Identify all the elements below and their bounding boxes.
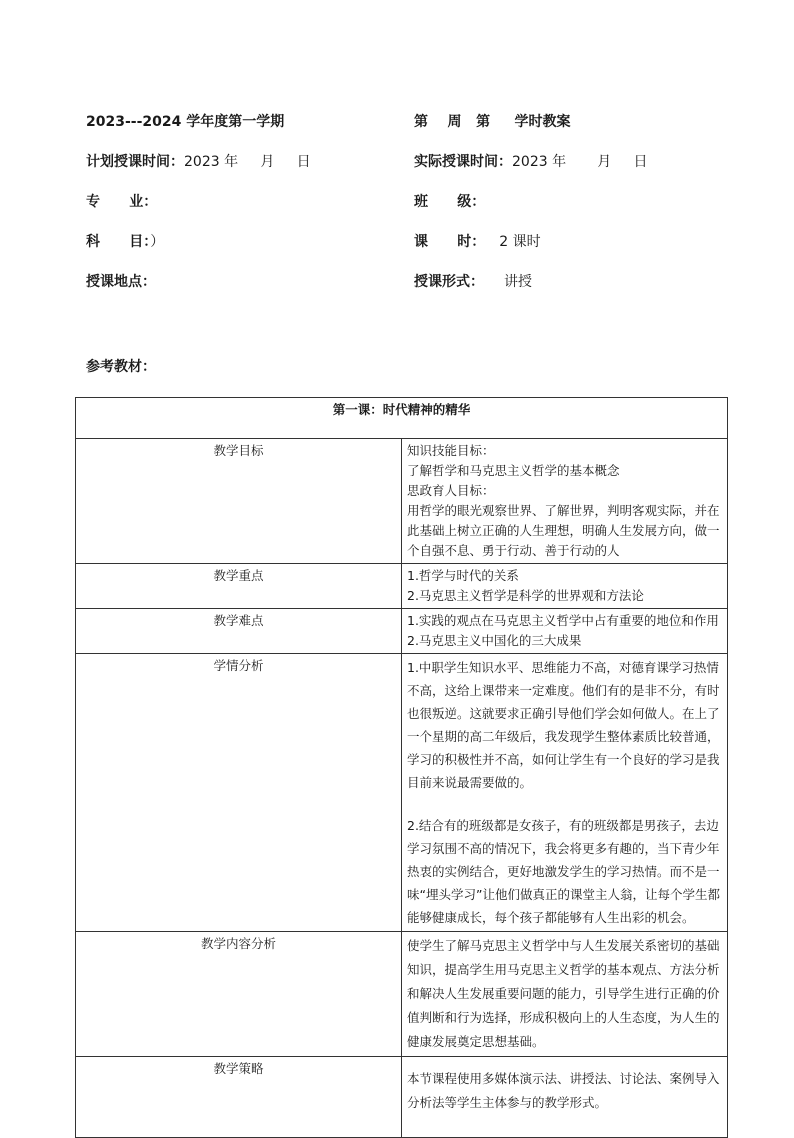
row-content: [402, 654, 728, 932]
planned-time-value: 2023 年 月 日: [184, 154, 311, 170]
content-line: 2.马克思主义哲学是科学的世界观和方法论: [407, 588, 644, 603]
lesson-title: 第一课：时代精神的精华: [76, 398, 728, 439]
content-line: 了解哲学和马克思主义哲学的基本概念: [407, 463, 620, 478]
row-label: 教学目标: [76, 439, 402, 564]
row-label: 教学内容分析: [76, 932, 402, 1057]
row-key-points: [76, 564, 728, 609]
year-term: 2023---2024 学年度第一学期: [86, 114, 285, 130]
location-label: 授课地点：: [86, 274, 156, 290]
subject-value: ）: [150, 234, 165, 250]
row-label: 教学重点: [76, 564, 402, 609]
major-label: 专 业：: [86, 194, 158, 210]
table-title-row: [76, 398, 728, 439]
actual-time-value: 2023 年 月 日: [512, 154, 648, 170]
content-line: 用哲学的眼光观察世界、了解世界，判明客观实际，并在此基础上树立正确的人生理想，明确人生发展方向，做一个自强不息、勇于行动、善于行动的人: [407, 503, 720, 558]
hours: [414, 234, 541, 250]
lesson-plan-table: [75, 397, 728, 1138]
actual-time: [414, 154, 647, 170]
content-line: [407, 794, 722, 814]
content-line: 2.结合有的班级都是女孩子，有的班级都是男孩子，去边学习氛围不高的情况下，我会将更多有趣的，当下青少年热衷的实例结合，更好地激发学生的学习热情。而不是一味“埋头学习”让他们做真正的课堂主人翁，让每个学生都能够健康成长，每个孩子都能够有人生出彩的机会。: [407, 818, 720, 925]
reference-label: 参考教材：: [86, 359, 156, 375]
form-label: 授课形式：: [414, 274, 484, 290]
content-line: 本节课程使用多媒体演示法、讲授法、讨论法、案例导入分析法等学生主体参与的教学形式。: [407, 1071, 720, 1110]
row-teaching-goals: [76, 439, 728, 564]
row-content-analysis: [76, 932, 728, 1057]
content-line: 1.中职学生知识水平、思维能力不高，对德育课学习热情不高，这给上课带来一定难度。他们有的是非不分，有时也很叛逆。这就要求正确引导他们学会如何做人。在上了一个星期的高二年级后，我发现学生整体素质比较普通，学习的积极性并不高，如何让学生有一个良好的学习是我目前来说最需要做的。: [407, 660, 720, 790]
planned-time: [86, 154, 311, 170]
row-teaching-strategy: [76, 1057, 728, 1138]
week-label: 第 周 第 学时教案: [414, 114, 571, 130]
row-label: 教学策略: [76, 1057, 402, 1138]
class-label: 班 级：: [414, 194, 486, 210]
row-content: [402, 439, 728, 564]
content-line: 思政育人目标：: [407, 483, 495, 498]
row-difficulties: [76, 609, 728, 654]
content-line: 使学生了解马克思主义哲学中与人生发展关系密切的基础知识，提高学生用马克思主义哲学的基本观点、方法分析和解决人生发展重要问题的能力，引导学生进行正确的价值判断和行为选择，形成积极向上的人生态度，为人生的健康发展奠定思想基础。: [407, 938, 720, 1049]
hours-label: 课 时：: [414, 234, 486, 250]
row-label: 教学难点: [76, 609, 402, 654]
hours-value: 2 课时: [499, 234, 541, 250]
row-student-analysis: [76, 654, 728, 932]
row-content: [402, 932, 728, 1057]
content-line: 知识技能目标：: [407, 443, 495, 458]
row-content: [402, 609, 728, 654]
row-content: [402, 564, 728, 609]
content-line: 1.实践的观点在马克思主义哲学中占有重要的地位和作用: [407, 613, 719, 628]
subject-label: 科 目：: [86, 234, 151, 250]
row-label: 学情分析: [76, 654, 402, 932]
actual-time-label: 实际授课时间：: [414, 154, 512, 170]
form: [414, 274, 532, 290]
form-value: 讲授: [504, 274, 532, 290]
subject: [86, 234, 164, 250]
content-line: 1.哲学与时代的关系: [407, 568, 519, 583]
row-content: [402, 1057, 728, 1138]
content-line: 2.马克思主义中国化的三大成果: [407, 633, 582, 648]
planned-time-label: 计划授课时间：: [86, 154, 184, 170]
